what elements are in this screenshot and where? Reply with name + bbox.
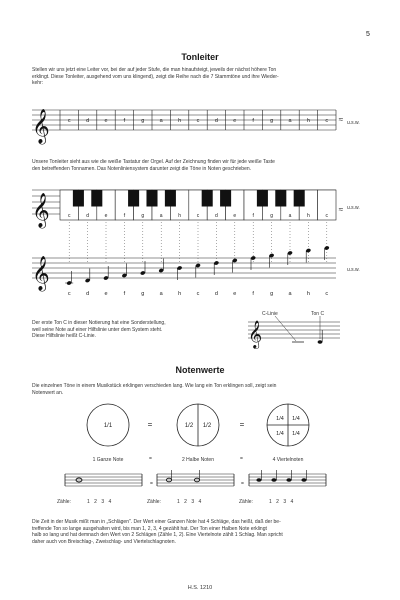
quarter-note xyxy=(256,478,261,482)
quarter-note xyxy=(301,478,306,482)
black-key xyxy=(220,190,231,207)
ladder-staff xyxy=(32,109,344,145)
note-value-circles xyxy=(87,404,309,446)
note-head xyxy=(318,340,323,344)
ladder-note-label: c xyxy=(196,118,200,124)
staff-note-label: c xyxy=(196,291,200,297)
treble-clef-icon: 𝄞 xyxy=(32,193,50,228)
count-label-1: Zähle: xyxy=(57,499,71,505)
pointer-line xyxy=(275,316,296,341)
outro-paragraph xyxy=(32,519,377,545)
ladder-note-label: d xyxy=(86,118,90,124)
ladder-note-label: f xyxy=(123,118,126,124)
text-line: den betreffenden Tonnamen. Das Notenliniensystem darunter zeigt die Töne in Noten geschrieben. xyxy=(32,165,252,172)
staff-note-label: a xyxy=(159,291,163,297)
count: 2 xyxy=(184,499,187,505)
c-line-diagram xyxy=(248,316,340,349)
equals-sign-3: = xyxy=(150,481,153,487)
text-line: Die einzelnen Töne in einem Musikstück erklingen verschieden lang. Wie lang ein Ton erklingen soll, zeigt sein xyxy=(32,383,277,389)
key-note-label: d xyxy=(215,213,218,219)
staff-note-label: g xyxy=(270,291,274,297)
key-note-label: f xyxy=(252,213,254,219)
rhythm-staves xyxy=(65,470,326,486)
c-line-paragraph xyxy=(32,320,232,340)
text-line: halb so lang und hat demnach den Wert von 2 Schlägen (Zähle 1, 2). Eine Viertelnote zählt 1 Schlag. Man spricht xyxy=(32,532,283,538)
black-key xyxy=(128,190,139,207)
key-note-label: d xyxy=(86,213,89,219)
count: 1 xyxy=(269,499,272,505)
count-row-1 xyxy=(87,499,111,505)
count: 4 xyxy=(108,499,112,505)
continuation-icon: ≈ xyxy=(338,205,344,214)
treble-clef-icon: 𝄞 xyxy=(32,256,50,291)
count-label-3: Zähle: xyxy=(239,499,253,505)
ladder-note-label: h xyxy=(306,118,310,124)
key-note-label: e xyxy=(104,213,108,219)
fraction-label: 1/4 xyxy=(276,416,284,422)
quarter-note xyxy=(286,478,291,482)
key-note-label: h xyxy=(178,213,181,219)
staff-note-label: e xyxy=(104,291,108,297)
staff-note-label: d xyxy=(86,291,90,297)
count: 1 xyxy=(87,499,90,505)
equals-sign-1: = xyxy=(149,456,152,462)
key-note-label: a xyxy=(288,213,292,219)
keyboard-paragraph xyxy=(32,159,377,172)
count: 1 xyxy=(177,499,180,505)
count: 3 xyxy=(283,499,287,505)
fraction-label: 1/4 xyxy=(292,431,300,437)
intro-line: kehr: xyxy=(32,80,44,86)
section-title-notenwerte: Notenwerte xyxy=(175,365,225,375)
key-note-label: c xyxy=(67,213,71,219)
ton-c-label: Ton C xyxy=(311,311,325,317)
equals-icon: = xyxy=(147,420,153,429)
ladder-note-label: e xyxy=(104,118,108,124)
ladder-note-label: g xyxy=(270,118,274,124)
c-line-label: C-Linie xyxy=(262,311,278,317)
text-line: weil seine Note auf einer Hilfslinie unter dem System steht. xyxy=(32,326,163,333)
text-line: Die Zeit in der Musik mißt man in „Schlägen". Der Wert einer Ganzen Note hat 4 Schläge, das heißt, daß der be- xyxy=(32,519,281,525)
usw-label-3: u.s.w. xyxy=(347,267,360,273)
continuation-icon: ≈ xyxy=(338,115,344,124)
staff-note-label: f xyxy=(123,291,126,297)
staff-note-label: d xyxy=(214,291,218,297)
fraction-label: 1/2 xyxy=(184,423,194,429)
staff-note-label: c xyxy=(325,291,329,297)
staff-note-label: h xyxy=(178,291,182,297)
black-key xyxy=(257,190,268,207)
equals-sign-4: = xyxy=(241,481,244,487)
ladder-note-label: h xyxy=(178,118,182,124)
fraction-label: 1/2 xyxy=(202,423,212,429)
count: 4 xyxy=(290,499,294,505)
key-note-label: c xyxy=(196,213,200,219)
footer: H.S. 1210 xyxy=(187,585,213,591)
key-note-label: f xyxy=(123,213,126,219)
text-line: Der erste Ton C in dieser Notierung hat eine Sonderstellung, xyxy=(32,320,166,326)
text-line: Diese Hilfslinie heißt C-Linie. xyxy=(32,333,96,339)
key-note-label: c xyxy=(325,213,329,219)
black-key xyxy=(91,190,102,207)
key-note-label: g xyxy=(270,213,273,219)
ladder-note-label: e xyxy=(233,118,237,124)
treble-clef-icon: 𝄞 xyxy=(32,109,50,144)
staff-note-label: c xyxy=(67,291,71,297)
black-key xyxy=(146,190,157,207)
staff-note-label: g xyxy=(141,291,145,297)
ladder-note-label: f xyxy=(252,118,254,124)
equals-sign-2: = xyxy=(240,456,243,462)
ladder-note-label: a xyxy=(288,118,292,124)
ladder-note-label: d xyxy=(214,118,218,124)
treble-clef-icon: 𝄞 xyxy=(248,320,263,348)
section-title-tonleiter: Tonleiter xyxy=(181,52,219,62)
staff-note-label: h xyxy=(306,291,310,297)
usw-label-2: u.s.w. xyxy=(347,205,360,211)
intro-line: erklingt. Diese Tonleiter, ausgehend vom uns klingend), zeigt die Reihe nach die 7 Stammtöne und ihre Wieder- xyxy=(32,73,279,80)
black-key xyxy=(165,190,176,207)
notenwerte-intro xyxy=(32,383,377,396)
keyboard-diagram xyxy=(32,190,344,262)
black-key xyxy=(202,190,213,207)
black-key xyxy=(275,190,286,207)
label-half-notes: 2 Halbe Noten xyxy=(182,457,214,463)
count: 3 xyxy=(191,499,195,505)
count: 2 xyxy=(276,499,279,505)
staff-note-label: f xyxy=(252,291,254,297)
black-key xyxy=(73,190,84,207)
count-label-2: Zähle: xyxy=(147,499,161,505)
usw-label-1: u.s.w. xyxy=(347,120,360,126)
page-number: 5 xyxy=(366,31,370,38)
black-key xyxy=(294,190,305,207)
text-line: Notenwert an. xyxy=(32,389,64,396)
key-note-label: h xyxy=(307,213,310,219)
fraction-label: 1/4 xyxy=(276,431,284,437)
fraction-label: 1/1 xyxy=(103,423,113,429)
text-line: daher auch von Breischlag-, Zweischlag- und Viertelschlagnoten. xyxy=(32,538,176,545)
label-whole-note: 1 Ganze Note xyxy=(92,457,124,463)
quarter-note xyxy=(271,478,276,482)
fraction-label: 1/4 xyxy=(292,416,300,422)
note-staff xyxy=(32,245,336,297)
count: 4 xyxy=(198,499,202,505)
count: 3 xyxy=(101,499,105,505)
ladder-note-label: g xyxy=(141,118,145,124)
equals-icon: = xyxy=(239,420,245,429)
count: 2 xyxy=(94,499,97,505)
count-row-3 xyxy=(269,499,293,505)
key-note-label: g xyxy=(141,213,145,219)
ladder-note-label: c xyxy=(325,118,329,124)
text-line: treffende Ton so lange ausgehalten wird, bis man 1, 2, 3, 4 gezählt hat. Der Ton einer Halben Note erklingt xyxy=(32,525,267,532)
count-row-2 xyxy=(177,499,201,505)
key-note-label: a xyxy=(159,213,163,219)
staff-note-label: a xyxy=(288,291,292,297)
key-note-label: e xyxy=(233,213,237,219)
label-quarter-notes: 4 Viertelnoten xyxy=(272,457,304,463)
intro-line: Stellen wir uns jetzt eine Leiter vor, bei der auf jeder Stufe, die man hinaufsteigt, jeweils der nächst höhere Ton xyxy=(32,67,277,73)
staff-note-label: e xyxy=(233,291,237,297)
ladder-note-label: c xyxy=(67,118,71,124)
text-line: Unsere Tonleiter sieht aus wie die weiße Tastatur der Orgel. Auf der Zeichnung finden wir für jede weiße Taste xyxy=(32,159,275,165)
ladder-note-label: a xyxy=(159,118,163,124)
